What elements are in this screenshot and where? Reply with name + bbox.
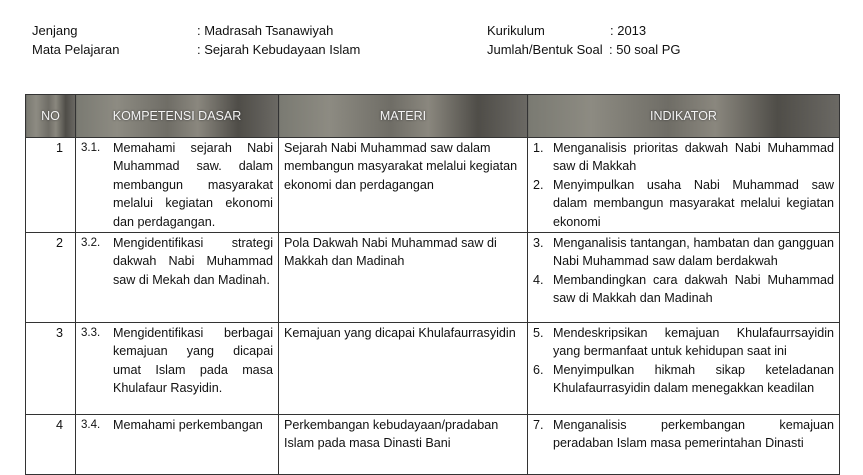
indikator-item bbox=[533, 361, 834, 398]
indikator-item bbox=[533, 271, 834, 308]
indikator-number: 7. bbox=[533, 418, 544, 433]
row-number: 3 bbox=[26, 323, 76, 415]
indikator-text: Menyimpulkan hikmah sikap keteladanan Khulafaurrasyidin dalam menegakkan keadilan bbox=[553, 362, 834, 396]
soal-value: : 50 soal PG bbox=[609, 42, 681, 57]
indikator-number: 3. bbox=[533, 236, 544, 251]
row-number: 2 bbox=[26, 233, 76, 323]
kompetensi-dasar-cell bbox=[76, 138, 279, 233]
jenjang-label: Jenjang bbox=[32, 23, 78, 38]
kurikulum-value: : 2013 bbox=[610, 23, 647, 38]
kd-text: Memahami perkembangan bbox=[113, 418, 263, 433]
table-row bbox=[26, 323, 840, 415]
kisi-kisi-table bbox=[25, 94, 840, 475]
materi-cell: Perkembangan kebudayaan/pradaban Islam pada masa Dinasti Bani bbox=[279, 415, 528, 475]
table-row bbox=[26, 415, 840, 475]
kd-text: Mengidentifikasi strategi dakwah Nabi Muhammad saw di Mekah dan Madinah. bbox=[113, 236, 273, 287]
table-header bbox=[26, 95, 840, 138]
indikator-text: Menganalisis tantangan, hambatan dan gangguan Nabi Muhammad saw dalam berdakwah bbox=[553, 236, 834, 269]
indikator-cell bbox=[528, 323, 840, 415]
indikator-number: 6. bbox=[533, 362, 544, 377]
indikator-number: 2. bbox=[533, 177, 544, 192]
indikator-number: 4. bbox=[533, 272, 544, 287]
kd-text: Mengidentifikasi berbagai kemajuan yang dicapai umat Islam pada masa Khulafaur Rasyidin. bbox=[113, 326, 273, 396]
kd-number: 3.4. bbox=[81, 419, 101, 432]
indikator-text: Menyimpulkan usaha Nabi Muhammad saw dalam membangun masyarakat melalui kegiatan ekonomi bbox=[553, 177, 834, 229]
kd-text: Memahami sejarah Nabi Muhammad saw. dalam membangun masyarakat melalui kegiatan ekonomi dan perdagangan. bbox=[113, 141, 273, 229]
col-indikator: INDIKATOR bbox=[528, 95, 840, 138]
materi-cell: Sejarah Nabi Muhammad saw dalam membangun masyarakat melalui kegiatan ekonomi dan perdagangan bbox=[279, 138, 528, 233]
col-materi: MATERI bbox=[279, 95, 528, 138]
indikator-text: Menganalisis perkembangan kemajuan peradaban Islam masa pemerintahan Dinasti bbox=[553, 418, 834, 451]
mapel-label: Mata Pelajaran bbox=[32, 42, 120, 57]
indikator-cell bbox=[528, 415, 840, 475]
materi-cell: Kemajuan yang dicapai Khulafaurrasyidin bbox=[279, 323, 528, 415]
indikator-item bbox=[533, 234, 834, 271]
indikator-item bbox=[533, 139, 834, 176]
kompetensi-dasar-cell bbox=[76, 415, 279, 475]
kd-number: 3.1. bbox=[81, 142, 101, 154]
indikator-text: Membandingkan cara dakwah Nabi Muhammad saw di Makkah dan Madinah bbox=[553, 272, 834, 306]
kompetensi-dasar-cell bbox=[76, 233, 279, 323]
row-number: 1 bbox=[26, 138, 76, 233]
indikator-number: 5. bbox=[533, 326, 544, 341]
col-kompetensi-dasar: KOMPETENSI DASAR bbox=[76, 95, 279, 138]
soal-label: Jumlah/Bentuk Soal bbox=[487, 42, 603, 57]
indikator-item bbox=[533, 176, 834, 231]
table-row bbox=[26, 138, 840, 233]
indikator-item bbox=[533, 324, 834, 361]
indikator-text: Menganalisis prioritas dakwah Nabi Muhammad saw di Makkah bbox=[553, 141, 834, 174]
mapel-value: : Sejarah Kebudayaan Islam bbox=[197, 42, 361, 57]
jenjang-value: : Madrasah Tsanawiyah bbox=[197, 23, 334, 38]
indikator-cell bbox=[528, 233, 840, 323]
indikator-number: 1. bbox=[533, 141, 544, 155]
table-row bbox=[26, 233, 840, 323]
kd-number: 3.2. bbox=[81, 237, 101, 250]
col-no: NO bbox=[26, 95, 76, 138]
indikator-cell bbox=[528, 138, 840, 233]
row-number: 4 bbox=[26, 415, 76, 475]
indikator-text: Mendeskripsikan kemajuan Khulafaurrsayidin yang bermanfaat untuk kehidupan saat ini bbox=[553, 326, 834, 359]
indikator-item bbox=[533, 416, 834, 453]
materi-cell: Pola Dakwah Nabi Muhammad saw di Makkah dan Madinah bbox=[279, 233, 528, 323]
kd-number: 3.3. bbox=[81, 327, 101, 340]
kompetensi-dasar-cell bbox=[76, 323, 279, 415]
kurikulum-label: Kurikulum bbox=[487, 23, 545, 38]
